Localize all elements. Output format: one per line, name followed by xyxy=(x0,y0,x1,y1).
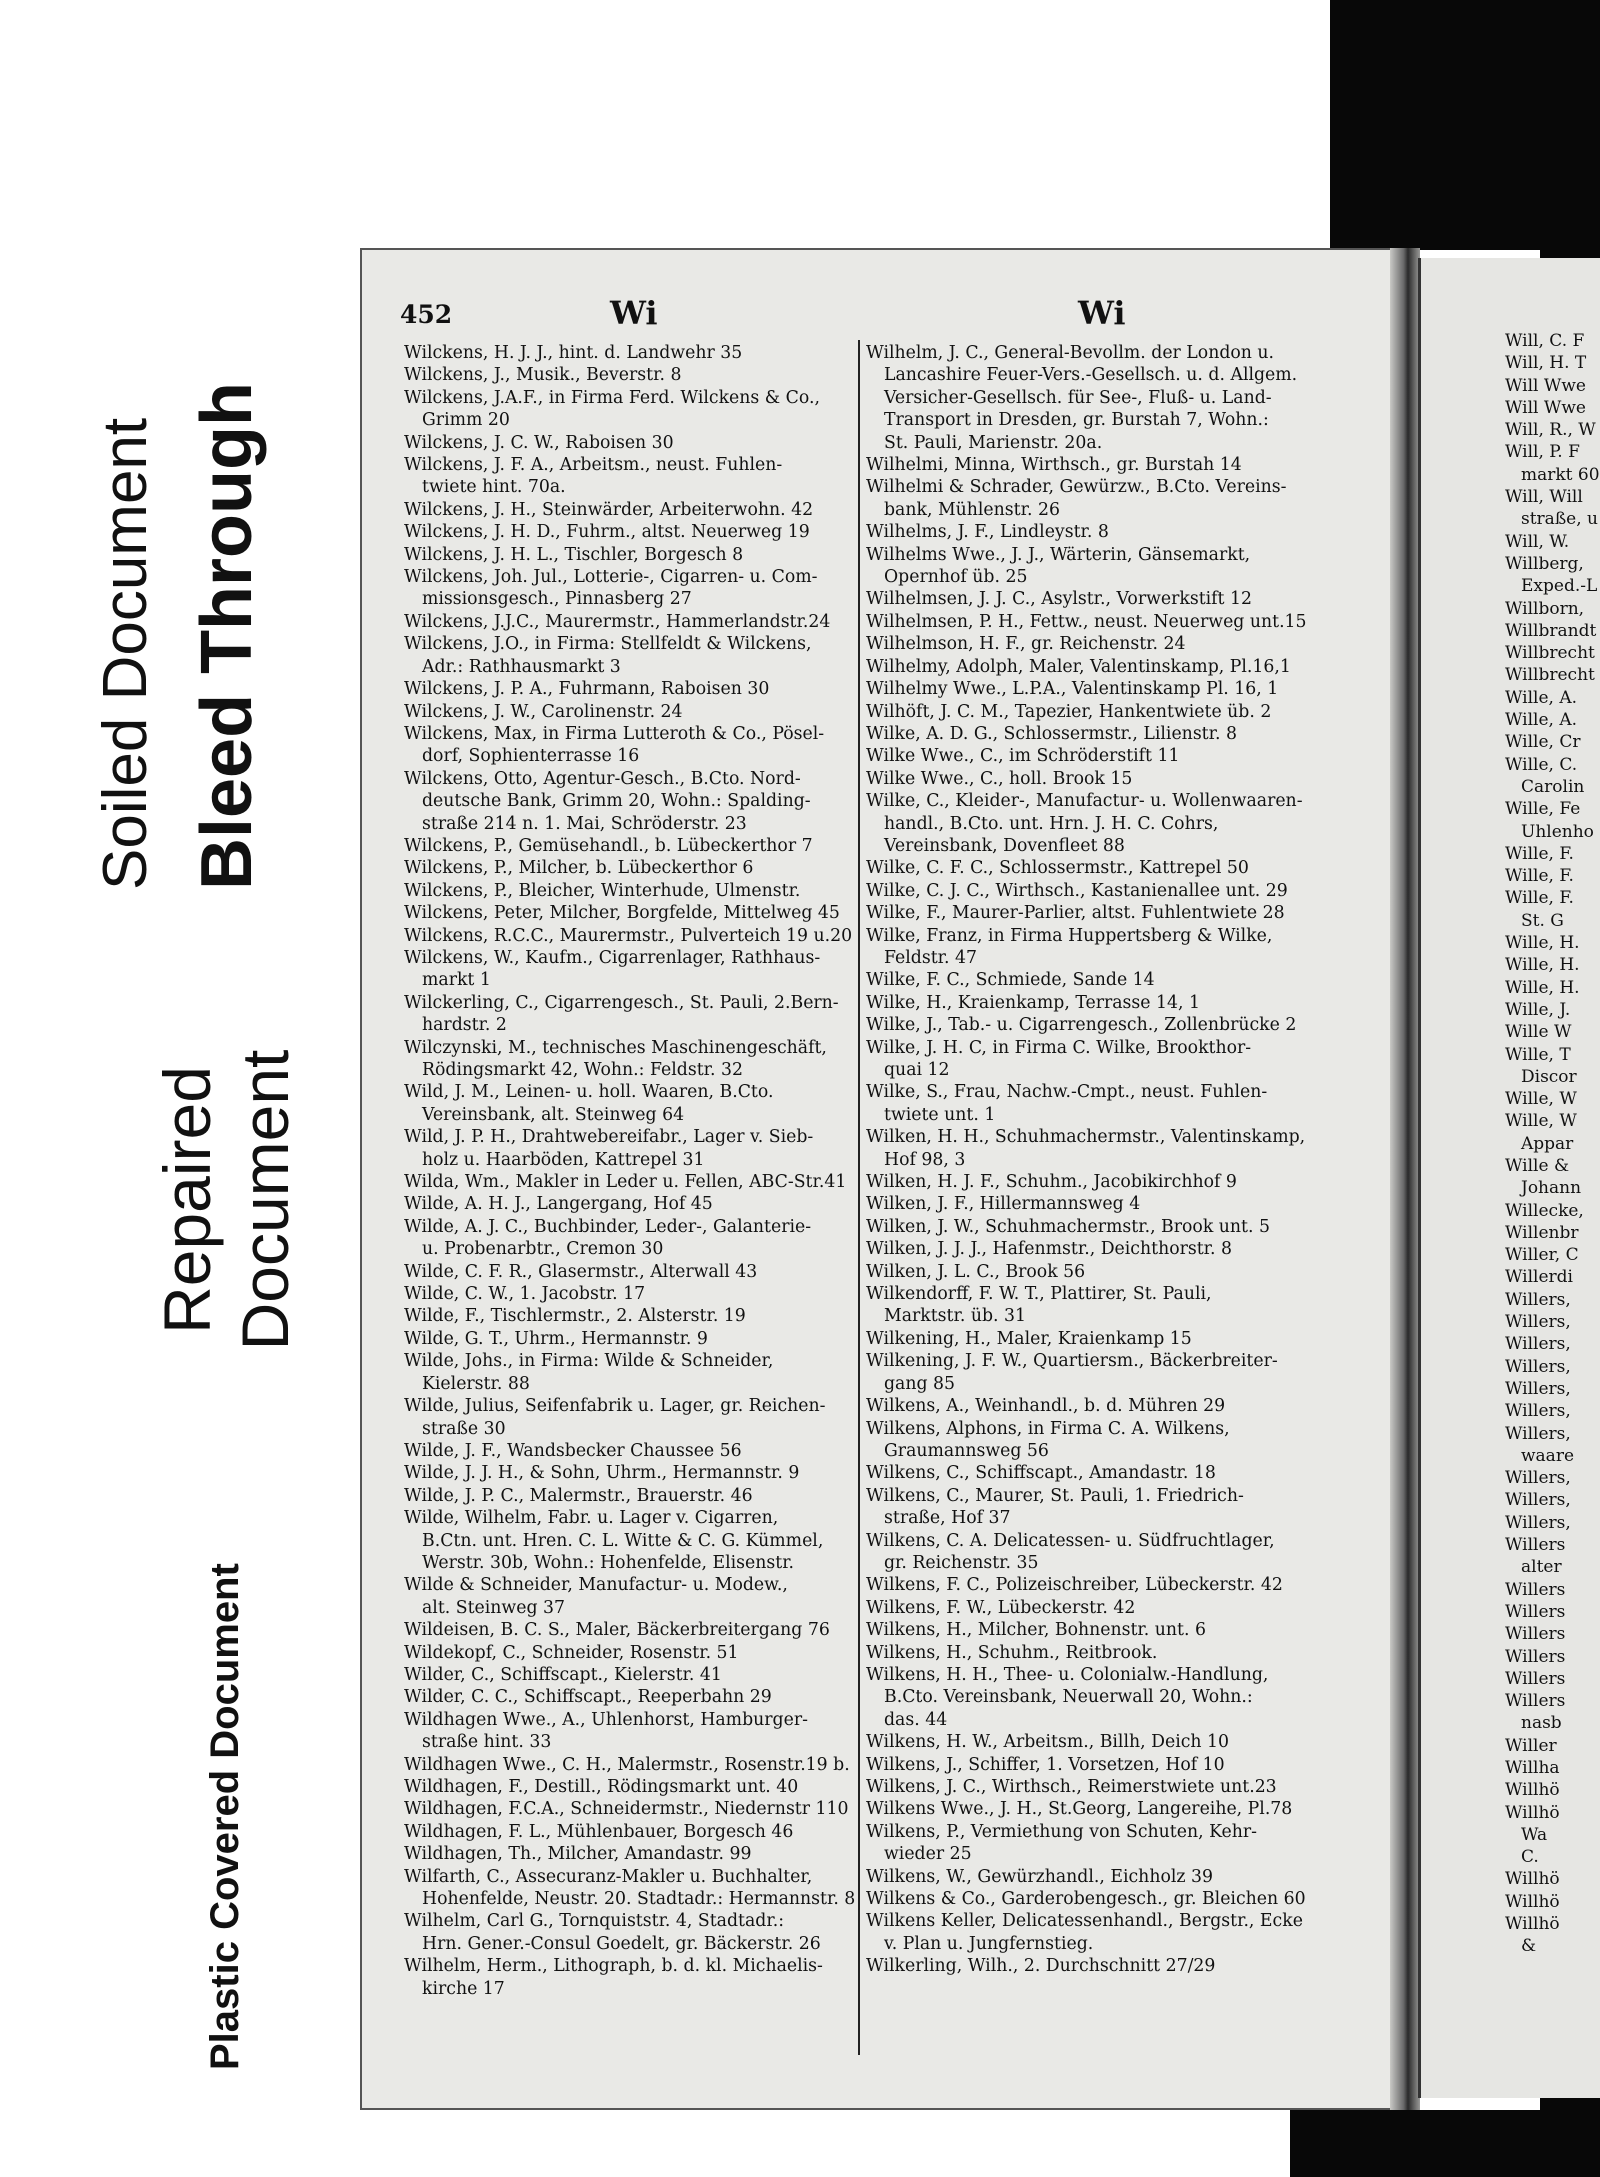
scan-edge-bar xyxy=(1330,0,1600,250)
next-page-entry-fragment: Willers xyxy=(1505,1535,1566,1556)
directory-entry: Wilkens, C., Schiffscapt., Amandastr. 18 xyxy=(866,1463,1216,1484)
repaired-label-block xyxy=(120,1010,350,1400)
directory-entry: Wilde, Wilhelm, Fabr. u. Lager v. Cigarren, xyxy=(404,1508,779,1529)
directory-entry: Wilckens, J. W., Carolinenstr. 24 xyxy=(404,701,683,722)
directory-entry: Wilckens, Peter, Milcher, Borgfelde, Mittelweg 45 xyxy=(404,903,840,924)
directory-entry: Wilde, J. J. H., & Sohn, Uhrm., Hermannstr. 9 xyxy=(404,1463,800,1484)
directory-entry: Wilckens, J. H. L., Tischler, Borgesch 8 xyxy=(404,544,744,565)
directory-entry: markt 1 xyxy=(422,970,491,991)
directory-entry: Wilkens, F. C., Polizeischreiber, Lübeckerstr. 42 xyxy=(866,1575,1283,1596)
column-divider xyxy=(858,340,860,2055)
directory-entry: Wilde, J. F., Wandsbecker Chaussee 56 xyxy=(404,1440,742,1461)
directory-entry: Wilckens, J. F. A., Arbeitsm., neust. Fuhlen- xyxy=(404,455,783,476)
next-page-entry-fragment: Wille, F. xyxy=(1505,888,1574,909)
directory-entry: Wilken, J. F., Hillermannsweg 4 xyxy=(866,1194,1141,1215)
next-page-entry-fragment: Will, H. T xyxy=(1505,353,1587,374)
directory-entry: Marktstr. üb. 31 xyxy=(884,1306,1027,1327)
next-page-entry-fragment: Wille, F. xyxy=(1505,866,1574,887)
directory-entry: Wilkens, J. C., Wirthsch., Reimerstwiete unt.23 xyxy=(866,1777,1277,1797)
next-page-entry-fragment: Wille W xyxy=(1505,1022,1572,1043)
directory-entry: Wilkens, H. W., Arbeitsm., Billh, Deich 10 xyxy=(866,1732,1230,1753)
next-page-entry-fragment: Willha xyxy=(1505,1758,1560,1778)
directory-entry: Wilde, A. J. C., Buchbinder, Leder-, Galanterie- xyxy=(404,1216,812,1237)
directory-entry: Wilckens, J.O., in Firma: Stellfeldt & Wilckens, xyxy=(404,634,812,655)
next-page-entry-fragment: Will, Will xyxy=(1505,487,1583,508)
directory-entry: Lancashire Feuer-Vers.-Gesellsch. u. d. Allgem. xyxy=(884,365,1298,386)
directory-entry: Wilde, C. F. R., Glasermstr., Alterwall 43 xyxy=(404,1261,758,1282)
directory-entry: holz u. Haarböden, Kattrepel 31 xyxy=(422,1149,705,1170)
directory-entry: Wilhelm, Carl G., Tornquiststr. 4, Stadtadr.: xyxy=(404,1911,785,1932)
next-page-entry-fragment: Wille, H. xyxy=(1505,977,1580,998)
directory-entry: bank, Mühlenstr. 26 xyxy=(884,499,1060,520)
directory-entry: Wilken, H. H., Schuhmachermstr., Valentinskamp, xyxy=(866,1127,1306,1148)
directory-entry: Wilke, F. C., Schmiede, Sande 14 xyxy=(866,970,1155,991)
directory-entry: Wilckens, Joh. Jul., Lotterie-, Cigarren- u. Com- xyxy=(404,567,818,588)
directory-entry: Wilkens, A., Weinhandl., b. d. Mühren 29 xyxy=(866,1396,1226,1417)
directory-entry: straße 30 xyxy=(422,1418,506,1439)
directory-entry: Wilckens, P., Gemüsehandl., b. Lübeckerthor 7 xyxy=(404,835,813,856)
directory-entry: Wilckens, P., Bleicher, Winterhude, Ulmenstr. xyxy=(404,880,801,901)
directory-entry: Wilkens, C. A. Delicatessen- u. Südfruchtlager, xyxy=(866,1530,1275,1551)
directory-entry: Wildhagen, F., Destill., Rödingsmarkt unt. 40 xyxy=(404,1777,799,1797)
directory-entry: Wilfarth, C., Assecuranz-Makler u. Buchhalter, xyxy=(404,1866,813,1887)
directory-entry: Wilkerling, Wilh., 2. Durchschnitt 27/29 xyxy=(866,1956,1216,1977)
next-page-entry-fragment: Wille, F. xyxy=(1505,843,1574,864)
directory-entry: Wilkendorff, F. W. T., Plattirer, St. Pauli, xyxy=(866,1284,1212,1305)
next-page-entry-fragment: straße, u xyxy=(1521,509,1598,530)
directory-entry: Wilde, G. T., Uhrm., Hermannstr. 9 xyxy=(404,1328,708,1349)
directory-entry: Kielerstr. 88 xyxy=(422,1373,530,1394)
directory-entry: Hof 98, 3 xyxy=(884,1149,966,1170)
next-page-entry-fragment: Willers, xyxy=(1505,1423,1571,1444)
directory-entry: Vereinsbank, Dovenfleet 88 xyxy=(884,835,1125,856)
directory-entry: Wildhagen Wwe., A., Uhlenhorst, Hamburger- xyxy=(404,1709,808,1730)
directory-entry: Wilken, J. L. C., Brook 56 xyxy=(866,1261,1086,1282)
directory-entry: hardstr. 2 xyxy=(422,1015,507,1036)
next-page-entry-fragment: Wille & xyxy=(1505,1155,1570,1176)
directory-entry: Wilkening, J. F. W., Quartiersm., Bäckerbreiter- xyxy=(866,1351,1278,1372)
next-page-entry-fragment: Discor xyxy=(1521,1066,1577,1087)
bleed-label-block xyxy=(180,300,290,900)
next-page-entry-fragment: Willhö xyxy=(1505,1802,1560,1823)
next-page-entry-fragment: Wille, Cr xyxy=(1505,732,1581,753)
next-page-entry-fragment: Willecke, xyxy=(1505,1200,1584,1221)
directory-entry: Versicher-Gesellsch. für See-, Fluß- u. Land- xyxy=(884,387,1272,408)
directory-entry: gang 85 xyxy=(884,1373,956,1394)
directory-entry: Wilhelms, J. F., Lindleystr. 8 xyxy=(866,522,1109,543)
directory-entry: Opernhof üb. 25 xyxy=(884,567,1028,588)
next-page-entry-fragment: Willers, xyxy=(1505,1289,1571,1310)
directory-entry: straße, Hof 37 xyxy=(884,1508,1011,1529)
next-page-entry-fragment: waare xyxy=(1521,1445,1575,1466)
next-page-entry-fragment: Willbrecht xyxy=(1505,643,1595,664)
next-page-entry-fragment: Wille, W xyxy=(1505,1111,1577,1132)
directory-entry: St. Pauli, Marienstr. 20a. xyxy=(884,432,1103,453)
next-page-entry-fragment: Will, P. F xyxy=(1505,442,1580,463)
directory-entry: B.Ctn. unt. Hren. C. L. Witte & C. G. Kümmel, xyxy=(422,1530,824,1551)
directory-entry: Wildhagen, F.C.A., Schneidermstr., Niedernstr 110 xyxy=(404,1799,849,1820)
next-page-entry-fragment: Wille, W xyxy=(1505,1089,1577,1110)
directory-entry: Werstr. 30b, Wohn.: Hohenfelde, Elisenstr. xyxy=(422,1552,795,1573)
next-page-entry-fragment: Willers, xyxy=(1505,1378,1571,1399)
directory-entry: wieder 25 xyxy=(884,1844,972,1865)
directory-entry: Wilhelm, Herm., Lithograph, b. d. kl. Michaelis- xyxy=(404,1956,823,1977)
directory-entry: Wilkens, H., Schuhm., Reitbrook. xyxy=(866,1642,1158,1663)
directory-entry: Wilkens & Co., Garderobengesch., gr. Bleichen 60 xyxy=(866,1889,1306,1910)
directory-entry: kirche 17 xyxy=(422,1978,505,1999)
directory-entry: Wildeisen, B. C. S., Maler, Bäckerbreitergang 76 xyxy=(404,1620,830,1641)
next-page-entry-fragment: Willers, xyxy=(1505,1401,1571,1422)
directory-entry: Wild, J. M., Leinen- u. holl. Waaren, B.Cto. xyxy=(404,1082,774,1103)
next-page-entry-fragment: Willers xyxy=(1505,1579,1566,1600)
bleed-through-label: Bleed Through xyxy=(187,382,267,890)
directory-entry: Wilkens, W., Gewürzhandl., Eichholz 39 xyxy=(866,1866,1213,1887)
next-page-entry-fragment: & xyxy=(1521,1936,1537,1957)
directory-entry: Wilke, C., Kleider-, Manufactur- u. Wollenwaaren- xyxy=(866,791,1303,812)
directory-entry: Wilken, J. W., Schuhmachermstr., Brook unt. 5 xyxy=(866,1216,1270,1237)
next-page-entry-fragment: C. xyxy=(1521,1847,1539,1868)
directory-entry: Wilckens, R.C.C., Maurermstr., Pulverteich 19 u.20 xyxy=(404,925,853,946)
next-page-entry-fragment: Appar xyxy=(1521,1133,1574,1154)
directory-entry: twiete unt. 1 xyxy=(884,1104,996,1125)
directory-entry: Transport in Dresden, gr. Burstah 7, Wohn.: xyxy=(884,410,1269,431)
directory-entry: missionsgesch., Pinnasberg 27 xyxy=(422,589,692,610)
directory-entry: Wilke, A. D. G., Schlossermstr., Lilienstr. 8 xyxy=(866,723,1237,744)
next-page-entry-fragment: Uhlenho xyxy=(1521,821,1594,842)
directory-entry: Vereinsbank, alt. Steinweg 64 xyxy=(422,1104,685,1125)
directory-entry: Wilken, J. J. J., Hafenmstr., Deichthorstr. 8 xyxy=(866,1239,1233,1260)
directory-entry: Wilkens, J., Schiffer, 1. Vorsetzen, Hof 10 xyxy=(866,1754,1225,1775)
directory-entry: Wilda, Wm., Makler in Leder u. Fellen, ABC-Str.41 xyxy=(404,1172,847,1193)
directory-entry: Wildhagen, Th., Milcher, Amandastr. 99 xyxy=(404,1844,752,1865)
directory-entry: gr. Reichenstr. 35 xyxy=(884,1552,1039,1573)
next-page-entry-fragment: Exped.-L xyxy=(1521,576,1598,597)
directory-entry: Wilkens, H., Milcher, Bohnenstr. unt. 6 xyxy=(866,1620,1206,1641)
plastic-label-block xyxy=(195,1430,265,2080)
directory-entry: B.Cto. Vereinsbank, Neuerwall 20, Wohn.: xyxy=(884,1687,1253,1708)
directory-entry: Wilde, F., Tischlermstr., 2. Alsterstr. 19 xyxy=(404,1306,746,1327)
next-page-entry-fragment: Willborn, xyxy=(1505,598,1585,619)
directory-entry: Wilckens, Otto, Agentur-Gesch., B.Cto. Nord- xyxy=(404,768,801,789)
next-page-entry-fragment: Willer, C xyxy=(1505,1245,1579,1266)
directory-entry: Wilkens, H. H., Thee- u. Colonialw.-Handlung, xyxy=(866,1664,1269,1685)
directory-entry: Wilckens, W., Kaufm., Cigarrenlager, Rathhaus- xyxy=(404,947,821,968)
directory-entry: Rödingsmarkt 42, Wohn.: Feldstr. 32 xyxy=(422,1060,743,1080)
directory-entry: Wilkens, Alphons, in Firma C. A. Wilkens, xyxy=(866,1418,1230,1439)
directory-entry: Wilder, C. C., Schiffscapt., Reeperbahn 29 xyxy=(404,1687,772,1708)
directory-entry: deutsche Bank, Grimm 20, Wohn.: Spalding- xyxy=(422,791,811,812)
directory-entry: Wilhelm, J. C., General-Bevollm. der London u. xyxy=(866,343,1275,363)
next-page-entry-fragment: Wille, C. xyxy=(1505,754,1578,775)
running-head-right: Wi xyxy=(1078,294,1126,332)
directory-entry: u. Probenarbtr., Cremon 30 xyxy=(422,1239,664,1260)
directory-entry: Wildekopf, C., Schneider, Rosenstr. 51 xyxy=(404,1642,739,1663)
directory-entry: Wilke, S., Frau, Nachw.-Cmpt., neust. Fuhlen- xyxy=(866,1082,1268,1103)
directory-entry: Wilde & Schneider, Manufactur- u. Modew., xyxy=(404,1575,788,1596)
directory-entry: Wilkens, P., Vermiethung von Schuten, Kehr- xyxy=(866,1821,1257,1842)
directory-entry: Wilke Wwe., C., im Schröderstift 11 xyxy=(866,746,1180,767)
next-page-entry-fragment: Wille, T xyxy=(1505,1044,1571,1065)
next-page-entry-fragment: Willers, xyxy=(1505,1512,1571,1533)
directory-entry: Wilhelms Wwe., J. J., Wärterin, Gänsemarkt, xyxy=(866,544,1251,565)
next-page-entry-fragment: Willbrandt xyxy=(1505,620,1597,641)
next-page-entry-fragment: Wille, J. xyxy=(1505,999,1571,1020)
directory-entry: Wilder, C., Schiffscapt., Kielerstr. 41 xyxy=(404,1664,722,1685)
next-page-entry-fragment: Johann xyxy=(1521,1178,1582,1199)
next-page-entry-fragment: Willers xyxy=(1505,1601,1566,1622)
directory-entry: v. Plan u. Jungfernstieg. xyxy=(884,1933,1094,1954)
directory-entry: twiete hint. 70a. xyxy=(422,477,566,498)
directory-entry: Wilke, C. J. C., Wirthsch., Kastanienallee unt. 29 xyxy=(866,880,1288,901)
next-page-entry-fragment: Willers, xyxy=(1505,1334,1571,1355)
directory-entry: Wilde, A. H. J., Langergang, Hof 45 xyxy=(404,1194,713,1215)
directory-entry: Wilhelmi, Minna, Wirthsch., gr. Burstah 14 xyxy=(866,455,1242,476)
directory-entry: Wilde, J. P. C., Malermstr., Brauerstr. 46 xyxy=(404,1485,753,1506)
directory-entry: Wilke Wwe., C., holl. Brook 15 xyxy=(866,768,1133,789)
next-page-entry-fragment: Willhö xyxy=(1505,1869,1560,1890)
next-page-entry-fragment: Willbrecht xyxy=(1505,665,1595,686)
directory-entry: Wilke, F., Maurer-Parlier, altst. Fuhlentwiete 28 xyxy=(866,903,1285,924)
next-page-entry-fragment: Will, W. xyxy=(1505,531,1570,552)
next-page-entry-fragment: Will Wwe xyxy=(1505,397,1586,418)
next-page-entry-fragment: Willers xyxy=(1505,1668,1566,1689)
directory-entry: Wilkens Wwe., J. H., St.Georg, Langereihe, Pl.78 xyxy=(866,1799,1293,1820)
next-page-entry-fragment: Wille, H. xyxy=(1505,933,1580,954)
book-binding xyxy=(1390,248,1420,2110)
directory-entry: Wilckens, J. P. A., Fuhrmann, Raboisen 30 xyxy=(404,679,770,700)
directory-entry: Wilckens, J., Musik., Beverstr. 8 xyxy=(404,365,682,386)
directory-entry: Graumannsweg 56 xyxy=(884,1440,1049,1461)
directory-entry: Wilkens, C., Maurer, St. Pauli, 1. Friedrich- xyxy=(866,1485,1244,1506)
next-page-entry-fragment: Wa xyxy=(1521,1824,1548,1845)
next-page-entry-fragment: Willers, xyxy=(1505,1490,1571,1511)
directory-entry: Wilckens, H. J. J., hint. d. Landwehr 35 xyxy=(404,343,743,363)
directory-entry: dorf, Sophienterrasse 16 xyxy=(422,746,640,767)
next-page-entry-fragment: Will, C. F xyxy=(1505,331,1585,351)
directory-entry: Wildhagen, F. L., Mühlenbauer, Borgesch 46 xyxy=(404,1821,794,1842)
next-page-entry-fragment: Wille, A. xyxy=(1505,687,1578,708)
next-page-column xyxy=(1505,330,1600,1958)
next-page-entry-fragment: Carolin xyxy=(1521,776,1585,797)
directory-entry: Wilke, J. H. C, in Firma C. Wilke, Brookthor- xyxy=(866,1037,1252,1058)
directory-entry: Wilczynski, M., technisches Maschinengeschäft, xyxy=(404,1037,827,1058)
next-page-entry-fragment: Willers, xyxy=(1505,1356,1571,1377)
directory-entry: Wild, J. P. H., Drahtwebereifabr., Lager v. Sieb- xyxy=(404,1127,814,1148)
soiled-label-block xyxy=(80,300,170,900)
directory-entry: Wilde, Johs., in Firma: Wilde & Schneider, xyxy=(404,1351,774,1372)
repaired-document-label: Repaired Document xyxy=(150,1049,302,1351)
next-page-entry-fragment: Willberg, xyxy=(1505,553,1584,574)
right-column xyxy=(866,342,1326,1978)
directory-entry: Wildhagen Wwe., C. H., Malermstr., Rosenstr.19 b. xyxy=(404,1754,850,1775)
directory-entry: Wilken, H. J. F., Schuhm., Jacobikirchhof 9 xyxy=(866,1172,1237,1193)
directory-entry: Wilhelmy Wwe., L.P.A., Valentinskamp Pl. 16, 1 xyxy=(866,679,1279,700)
directory-entry: alt. Steinweg 37 xyxy=(422,1597,565,1618)
next-page-entry-fragment: Willers xyxy=(1505,1624,1566,1645)
directory-entry: quai 12 xyxy=(884,1060,950,1080)
plastic-covered-label: Plastic Covered Document xyxy=(203,1563,247,2070)
next-page-entry-fragment: Willer xyxy=(1505,1735,1557,1756)
soiled-document-label: Soiled Document xyxy=(91,417,160,890)
directory-entry: das. 44 xyxy=(884,1709,948,1730)
directory-entry: Wilckens, Max, in Firma Lutteroth & Co., Pösel- xyxy=(404,723,825,744)
directory-entry: Adr.: Rathhausmarkt 3 xyxy=(422,656,621,677)
directory-entry: Feldstr. 47 xyxy=(884,947,978,968)
directory-entry: Wilde, Julius, Seifenfabrik u. Lager, gr. Reichen- xyxy=(404,1396,826,1417)
directory-entry: Wilckens, J. H. D., Fuhrm., altst. Neuerweg 19 xyxy=(404,522,810,543)
next-page-entry-fragment: Willers, xyxy=(1505,1468,1571,1489)
next-page-entry-fragment: Willhö xyxy=(1505,1891,1560,1912)
directory-entry: Wilhelmsen, J. J. C., Asylstr., Vorwerkstift 12 xyxy=(866,589,1252,610)
next-page-entry-fragment: Will Wwe xyxy=(1505,375,1586,396)
directory-entry: Wilckens, J. H., Steinwärder, Arbeiterwohn. 42 xyxy=(404,499,814,520)
next-page-entry-fragment: Willers, xyxy=(1505,1312,1571,1333)
directory-entry: straße hint. 33 xyxy=(422,1732,552,1753)
next-page-entry-fragment: Wille, A. xyxy=(1505,710,1578,731)
directory-entry: handl., B.Cto. unt. Hrn. J. H. C. Cohrs, xyxy=(884,813,1219,834)
left-column xyxy=(404,342,864,2000)
directory-entry: Wilckens, P., Milcher, b. Lübeckerthor 6 xyxy=(404,858,754,879)
next-page-entry-fragment: Willenbr xyxy=(1505,1222,1579,1243)
directory-entry: Wilkens Keller, Delicatessenhandl., Bergstr., Ecke xyxy=(866,1911,1303,1932)
next-page-entry-fragment: Willers xyxy=(1505,1646,1566,1667)
next-page-entry-fragment: Will, R., W xyxy=(1505,420,1596,441)
directory-entry: Wilhelmi & Schrader, Gewürzw., B.Cto. Vereins- xyxy=(866,477,1287,498)
page-number: 452 xyxy=(400,300,453,329)
directory-entry: Wilckerling, C., Cigarrengesch., St. Pauli, 2.Bern- xyxy=(404,992,839,1013)
next-page-entry-fragment: Wille, Fe xyxy=(1505,799,1581,820)
directory-entry: Wilhelmson, H. F., gr. Reichenstr. 24 xyxy=(866,634,1186,655)
next-page-entry-fragment: markt 60 xyxy=(1521,464,1600,485)
directory-entry: Wilkens, F. W., Lübeckerstr. 42 xyxy=(866,1597,1136,1618)
directory-entry: Wilke, C. F. C., Schlossermstr., Kattrepel 50 xyxy=(866,858,1249,879)
next-page-entry-fragment: Willhö xyxy=(1505,1914,1560,1935)
directory-entry: Wilhelmsen, P. H., Fettw., neust. Neuerweg unt.15 xyxy=(866,611,1307,632)
directory-entry: Wilke, H., Kraienkamp, Terrasse 14, 1 xyxy=(866,992,1200,1013)
next-page-entry-fragment: Willers xyxy=(1505,1691,1566,1712)
next-page-entry-fragment: nasb xyxy=(1521,1713,1562,1734)
directory-entry: Grimm 20 xyxy=(422,410,510,431)
directory-entry: Wilke, Franz, in Firma Huppertsberg & Wilke, xyxy=(866,925,1273,946)
directory-entry: Wilkening, H., Maler, Kraienkamp 15 xyxy=(866,1328,1192,1349)
directory-entry: Wilckens, J. C. W., Raboisen 30 xyxy=(404,432,674,453)
directory-entry: Hohenfelde, Neustr. 20. Stadtadr.: Hermannstr. 8 xyxy=(422,1889,856,1910)
next-page-entry-fragment: Wille, H. xyxy=(1505,955,1580,976)
directory-entry: Wilhelmy, Adolph, Maler, Valentinskamp, Pl.16,1 xyxy=(866,656,1291,677)
directory-entry: Wilckens, J.A.F., in Firma Ferd. Wilckens & Co., xyxy=(404,387,820,408)
next-page-entry-fragment: Willhö xyxy=(1505,1780,1560,1801)
directory-entry: Wilde, C. W., 1. Jacobstr. 17 xyxy=(404,1284,646,1305)
directory-entry: Wilckens, J.J.C., Maurermstr., Hammerlandstr.24 xyxy=(404,611,831,632)
scan-bottom-bar xyxy=(1290,2110,1600,2177)
next-page-entry-fragment: Willerdi xyxy=(1505,1267,1573,1288)
directory-entry: straße 214 n. 1. Mai, Schröderstr. 23 xyxy=(422,813,747,834)
running-head-left: Wi xyxy=(610,294,658,332)
directory-entry: Wilke, J., Tab.- u. Cigarrengesch., Zollenbrücke 2 xyxy=(866,1015,1297,1036)
directory-entry: Hrn. Gener.-Consul Goedelt, gr. Bäckerstr. 26 xyxy=(422,1933,821,1954)
next-page-entry-fragment: St. G xyxy=(1521,910,1564,931)
directory-entry: Wilhöft, J. C. M., Tapezier, Hankentwiete üb. 2 xyxy=(866,701,1272,722)
next-page-entry-fragment: alter xyxy=(1521,1557,1562,1578)
